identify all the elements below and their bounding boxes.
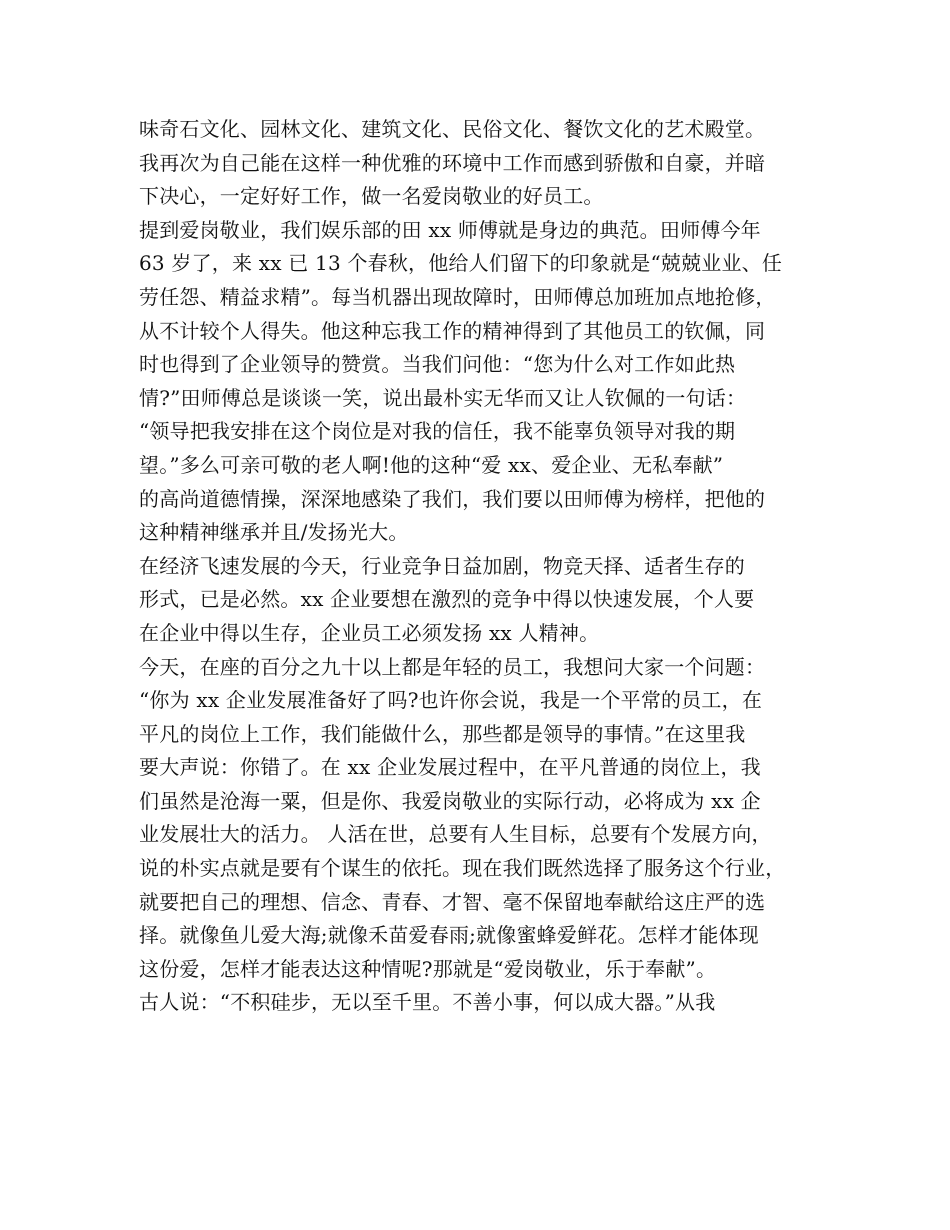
text-line: 时也得到了企业领导的赞赏。当我们问他：“您为什么对工作如此热 bbox=[139, 352, 736, 377]
text-line: 我再次为自己能在这样一种优雅的环境中工作而感到骄傲和自豪，并暗 bbox=[139, 150, 766, 175]
text-line: 今天，在座的百分之九十以上都是年轻的员工，我想问大家一个问题： bbox=[139, 654, 766, 679]
text-line: 的高尚道德情操，深深地感染了我们，我们要以田师傅为榜样，把他的 bbox=[139, 486, 766, 511]
text-line: 业发展壮大的活力。 人活在世，总要有人生目标，总要有个发展方向， bbox=[139, 822, 772, 847]
text-line: 择。就像鱼儿爱大海;就像禾苗爱春雨;就像蜜蜂爱鲜花。怎样才能体现 bbox=[139, 923, 759, 948]
text-line: 们虽然是沧海一粟，但是你、我爱岗敬业的实际行动，必将成为 xx 企 bbox=[139, 788, 761, 813]
text-line: 在企业中得以生存，企业员工必须发扬 xx 人精神。 bbox=[139, 620, 600, 645]
text-line: 63 岁了，来 xx 已 13 个春秋，他给人们留下的印象就是“兢兢业业、任 bbox=[139, 251, 783, 276]
text-line: 提到爱岗敬业，我们娱乐部的田 xx 师傅就是身边的典范。田师傅今年 bbox=[139, 217, 761, 242]
text-line: 在经济飞速发展的今天，行业竞争日益加剧，物竞天择、适者生存的 bbox=[139, 553, 745, 578]
document-body bbox=[139, 113, 819, 1020]
text-line: 要大声说：你错了。在 xx 企业发展过程中，在平凡普通的岗位上，我 bbox=[139, 755, 761, 780]
text-line: 从不计较个人得失。他这种忘我工作的精神得到了其他员工的钦佩，同 bbox=[139, 318, 766, 343]
text-line: 古人说：“不积硅步，无以至千里。不善小事，何以成大器。”从我 bbox=[139, 990, 716, 1015]
text-line: 情?”田师傅总是谈谈一笑，说出最朴实无华而又让人钦佩的一句话： bbox=[139, 385, 747, 410]
text-line: 劳任怨、精益求精”。每当机器出现故障时，田师傅总加班加点地抢修， bbox=[139, 284, 776, 309]
text-line: 形式，已是必然。xx 企业要想在激烈的竞争中得以快速发展，个人要 bbox=[139, 587, 755, 612]
text-line: 就要把自己的理想、信念、青春、才智、毫不保留地奉献给这庄严的选 bbox=[139, 889, 766, 914]
text-line: 这份爱，怎样才能表达这种情呢?那就是“爱岗敬业，乐于奉献”。 bbox=[139, 956, 717, 981]
text-line: 下决心，一定好好工作，做一名爱岗敬业的好员工。 bbox=[139, 184, 604, 209]
text-line: 望。”多么可亲可敬的老人啊!他的这种“爱 xx、爱企业、无私奉献” bbox=[139, 452, 724, 477]
text-line: 说的朴实点就是要有个谋生的依托。现在我们既然选择了服务这个行业， bbox=[139, 856, 786, 881]
text-line: “领导把我安排在这个岗位是对我的信任，我不能辜负领导对我的期 bbox=[139, 419, 736, 444]
text-line: 平凡的岗位上工作，我们能做什么，那些都是领导的事情。”在这里我 bbox=[139, 721, 746, 746]
text-line: “你为 xx 企业发展准备好了吗?也许你会说，我是一个平常的员工，在 bbox=[139, 688, 763, 713]
text-line: 这种精神继承并且/发扬光大。 bbox=[139, 520, 409, 545]
text-line: 味奇石文化、园林文化、建筑文化、民俗文化、餐饮文化的艺术殿堂。 bbox=[139, 117, 766, 141]
